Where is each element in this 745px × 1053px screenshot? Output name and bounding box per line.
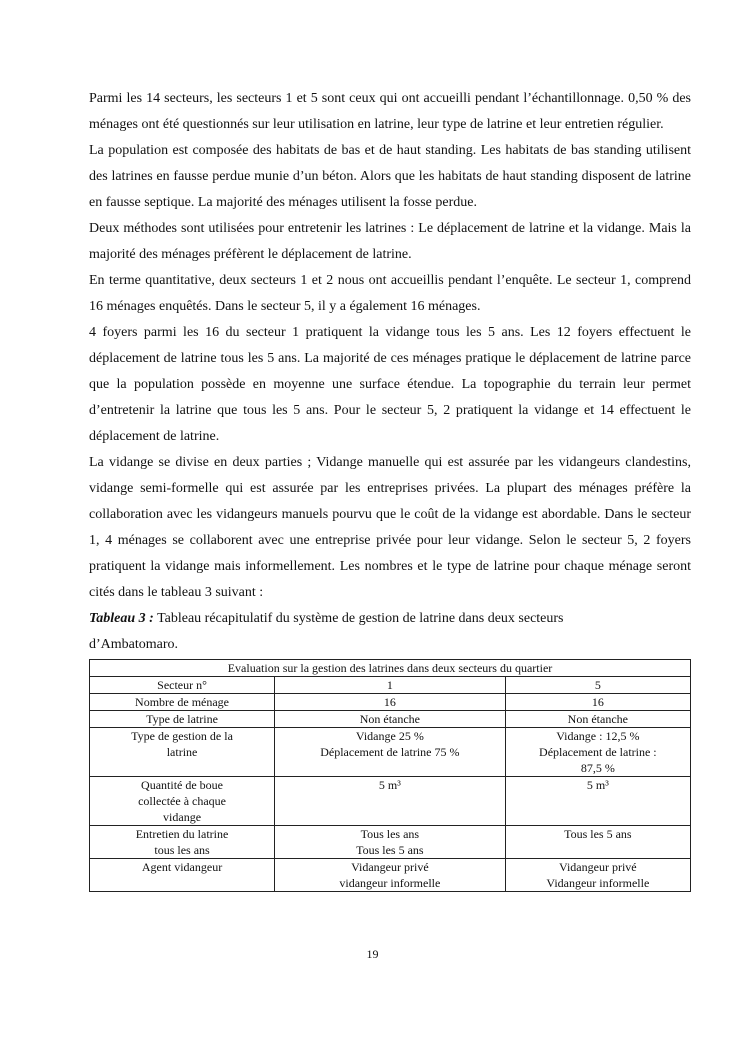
- page-number: 19: [366, 947, 379, 961]
- table-caption-text: Tableau récapitulatif du système de gestion de latrine dans deux secteurs: [153, 611, 564, 626]
- cell-line: 5 m³: [378, 778, 401, 792]
- cell-line: Déplacement de latrine :: [539, 745, 657, 759]
- row-label-cell: [90, 694, 275, 711]
- cell-line: Quantité de boue: [141, 778, 224, 792]
- sector-1-cell: [275, 826, 506, 859]
- sector-1-cell: [275, 694, 506, 711]
- row-label-cell: [90, 826, 275, 859]
- sector-1-cell: [275, 728, 506, 777]
- row-label-cell: [90, 859, 275, 892]
- row-label-cell: [90, 728, 275, 777]
- cell-line: Vidange 25 %: [355, 729, 424, 743]
- cell-line: Agent vidangeur: [141, 860, 223, 874]
- cell-line: 1: [386, 678, 393, 692]
- sector-1-cell: [275, 711, 506, 728]
- cell-line: Vidangeur privé: [559, 860, 637, 874]
- cell-line: Tous les 5 ans: [564, 827, 632, 841]
- sector-5-cell: [505, 777, 690, 826]
- cell-line: Tous les 5 ans: [356, 843, 424, 857]
- cell-line: vidange: [163, 810, 202, 824]
- table-row: [90, 728, 691, 777]
- sector-5-cell: [505, 677, 690, 694]
- paragraph: En terme quantitative, deux secteurs 1 et 2 nous ont accueillis pendant l’enquête. Le secteur 1, comprend 16 ménages enquêtés. Dans le secteur 5, il y a également 16 ménages.: [89, 273, 691, 314]
- table-row: [90, 711, 691, 728]
- sector-1-cell: [275, 777, 506, 826]
- row-label-cell: [90, 711, 275, 728]
- row-label-cell: [90, 777, 275, 826]
- paragraph: 4 foyers parmi les 16 du secteur 1 pratiquent la vidange tous les 5 ans. Les 12 foyers effectuent le déplacement de latrine tous les 5 ans. La majorité de ces ménages pratique le déplacement de latrine parce que la population possède en moyenne une surface étendue. La topographie du terrain leur permet d’entretenir la latrine que tous les 5 ans. Pour le secteur 5, 2 pratiquent la vidange et 14 effectuent le déplacement de latrine.: [89, 325, 691, 444]
- row-label-cell: [90, 677, 275, 694]
- table-caption-continued: d’Ambatomaro.: [89, 637, 179, 652]
- cell-line: 5: [594, 678, 601, 692]
- sector-1-cell: [275, 859, 506, 892]
- cell-line: Entretien du latrine: [135, 827, 229, 841]
- cell-line: Secteur n°: [157, 678, 207, 692]
- table-row: [90, 859, 691, 892]
- table-caption-label: Tableau 3 :: [89, 611, 154, 626]
- document-body: [89, 86, 691, 892]
- paragraph: Deux méthodes sont utilisées pour entretenir les latrines : Le déplacement de latrine et la vidange. Mais la majorité des ménages préfèrent le déplacement de latrine.: [89, 221, 691, 262]
- summary-table: [89, 659, 691, 892]
- paragraph: La vidange se divise en deux parties ; Vidange manuelle qui est assurée par les vidangeurs clandestins, vidange semi-formelle qui est assurée par les entreprises privées. La plupart des ménages préfère la collaboration avec les vidangeurs manuels pourvu que le coût de la vidange est abordable. Dans le secteur 1, 4 ménages se collaborent avec une entreprise privée pour leur vidange. Selon le secteur 5, 2 foyers pratiquent la vidange mais informellement. Les nombres et le type de latrine pour chaque ménage seront cités dans le tableau 3 suivant :: [89, 455, 691, 600]
- table-row: [90, 677, 691, 694]
- cell-line: latrine: [166, 745, 198, 759]
- paragraph: La population est composée des habitats de bas et de haut standing. Les habitats de bas standing utilisent des latrines en fausse perdue munie d’un béton. Alors que les habitats de haut standing disposent de latrine en fausse septique. La majorité des ménages utilisent la fosse perdue.: [89, 143, 691, 210]
- sector-5-cell: [505, 859, 690, 892]
- cell-line: 87,5 %: [580, 761, 615, 775]
- table-title-row: [90, 660, 691, 677]
- cell-line: collectée à chaque: [138, 794, 226, 808]
- table-caption: [89, 606, 691, 632]
- cell-line: Type de latrine: [146, 712, 218, 726]
- cell-line: Déplacement de latrine 75 %: [320, 745, 460, 759]
- paragraph: Parmi les 14 secteurs, les secteurs 1 et 5 sont ceux qui ont accueilli pendant l’échantillonnage. 0,50 % des ménages ont été questionnés sur leur utilisation en latrine, leur type de latrine et leur entretien régulier.: [89, 91, 691, 132]
- cell-line: 16: [591, 695, 604, 709]
- sector-5-cell: [505, 728, 690, 777]
- cell-line: 16: [383, 695, 396, 709]
- cell-line: 5 m³: [586, 778, 609, 792]
- table-row: [90, 826, 691, 859]
- cell-line: Vidangeur informelle: [546, 876, 650, 890]
- cell-line: Nombre de ménage: [135, 695, 230, 709]
- sector-5-cell: [505, 711, 690, 728]
- cell-line: Tous les ans: [360, 827, 420, 841]
- cell-line: Non étanche: [359, 712, 421, 726]
- table-row: [90, 777, 691, 826]
- sector-1-cell: [275, 677, 506, 694]
- cell-line: Non étanche: [567, 712, 628, 726]
- cell-line: Type de gestion de la: [131, 729, 233, 743]
- sector-5-cell: [505, 694, 690, 711]
- cell-line: vidangeur informelle: [339, 876, 441, 890]
- table-title: Evaluation sur la gestion des latrines dans deux secteurs du quartier: [90, 660, 691, 677]
- sector-5-cell: [505, 826, 690, 859]
- table-row: [90, 694, 691, 711]
- cell-line: tous les ans: [154, 843, 210, 857]
- cell-line: Vidange : 12,5 %: [556, 729, 640, 743]
- cell-line: Vidangeur privé: [351, 860, 429, 874]
